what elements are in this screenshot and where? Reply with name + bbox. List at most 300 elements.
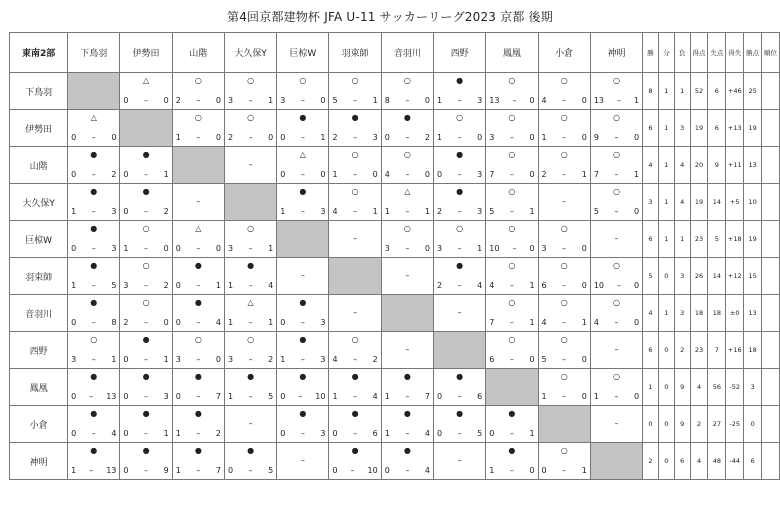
score-for: 2 bbox=[541, 170, 547, 179]
match-cell bbox=[590, 110, 642, 147]
table-row bbox=[10, 147, 780, 184]
stat-cell: 19 bbox=[744, 221, 762, 258]
match-score bbox=[280, 355, 325, 365]
score-against: 0 bbox=[633, 392, 640, 401]
match-cell bbox=[224, 221, 276, 258]
stat-cell: 4 bbox=[674, 184, 690, 221]
score-separator: – bbox=[562, 96, 567, 105]
stat-cell: -25 bbox=[726, 406, 744, 443]
table-row bbox=[10, 73, 780, 110]
score-against: 0 bbox=[581, 244, 587, 253]
stat-cell: 0 bbox=[658, 406, 674, 443]
score-separator: – bbox=[144, 392, 149, 401]
stat-cell bbox=[762, 443, 780, 480]
match-cell bbox=[68, 110, 120, 147]
score-for: 2 bbox=[332, 133, 338, 142]
result-mark: ● bbox=[194, 298, 202, 307]
stat-cell: 56 bbox=[708, 369, 726, 406]
unplayed-cell bbox=[434, 295, 486, 332]
stat-cell: 19 bbox=[690, 110, 708, 147]
match-score bbox=[332, 96, 377, 106]
score-separator: – bbox=[300, 355, 305, 364]
score-for: 0 bbox=[71, 318, 77, 327]
result-mark: ○ bbox=[560, 150, 568, 159]
score-for: 1 bbox=[227, 281, 234, 290]
match-cell bbox=[329, 184, 381, 221]
score-against: 0 bbox=[215, 244, 221, 253]
score-for: 4 bbox=[541, 318, 547, 327]
stat-cell: 19 bbox=[690, 184, 708, 221]
result-mark: ○ bbox=[508, 298, 516, 307]
score-for: 1 bbox=[175, 466, 181, 475]
match-cell bbox=[590, 258, 642, 295]
score-for: 3 bbox=[489, 133, 495, 142]
result-mark: ○ bbox=[247, 113, 255, 122]
column-header-team: 西野 bbox=[434, 33, 486, 73]
result-mark: ○ bbox=[612, 76, 620, 85]
score-against: 4 bbox=[424, 466, 430, 475]
result-mark: ○ bbox=[560, 372, 568, 381]
match-score bbox=[385, 207, 430, 217]
result-mark: ○ bbox=[508, 113, 516, 122]
stat-cell: 6 bbox=[708, 110, 726, 147]
score-for: 1 bbox=[227, 392, 234, 401]
score-separator: – bbox=[562, 244, 567, 253]
stat-cell: 4 bbox=[690, 443, 708, 480]
result-mark: ○ bbox=[612, 187, 620, 196]
match-cell bbox=[120, 443, 172, 480]
column-header-stat: 順位 bbox=[762, 33, 780, 73]
match-score bbox=[228, 281, 273, 291]
score-for: 4 bbox=[332, 207, 338, 216]
match-cell bbox=[590, 73, 642, 110]
unplayed-dash: – bbox=[405, 271, 410, 280]
match-score bbox=[542, 281, 587, 291]
score-for: 0 bbox=[489, 429, 495, 438]
match-cell bbox=[538, 443, 590, 480]
score-for: 0 bbox=[280, 170, 286, 179]
match-score bbox=[489, 96, 534, 106]
score-separator: – bbox=[509, 133, 514, 142]
result-mark: ○ bbox=[508, 335, 516, 344]
score-separator: – bbox=[89, 392, 94, 401]
match-cell bbox=[224, 258, 276, 295]
match-cell bbox=[486, 406, 538, 443]
score-against: 0 bbox=[163, 244, 169, 253]
column-header-stat: 分 bbox=[658, 33, 674, 73]
score-separator: – bbox=[248, 466, 253, 475]
match-cell bbox=[434, 406, 486, 443]
score-separator: – bbox=[457, 133, 462, 142]
score-against: 1 bbox=[529, 281, 535, 290]
match-score bbox=[71, 466, 116, 476]
score-separator: – bbox=[509, 207, 514, 216]
score-against: 0 bbox=[424, 244, 430, 253]
stat-cell: 1 bbox=[674, 221, 690, 258]
match-score bbox=[385, 244, 430, 254]
result-mark: ● bbox=[194, 372, 202, 381]
score-against: 10 bbox=[315, 392, 326, 401]
stat-cell: 4 bbox=[643, 147, 659, 184]
stat-cell: 3 bbox=[674, 258, 690, 295]
match-cell bbox=[486, 73, 538, 110]
unplayed-dash: – bbox=[248, 160, 253, 169]
stat-cell: 0 bbox=[658, 369, 674, 406]
self-match-cell bbox=[381, 295, 433, 332]
match-score bbox=[280, 392, 325, 402]
score-for: 0 bbox=[71, 170, 77, 179]
table-row bbox=[10, 295, 780, 332]
score-for: 0 bbox=[437, 429, 443, 438]
match-cell bbox=[120, 184, 172, 221]
score-for: 1 bbox=[71, 207, 77, 216]
match-cell bbox=[224, 443, 276, 480]
self-match-cell bbox=[224, 184, 276, 221]
score-for: 1 bbox=[437, 133, 443, 142]
score-for: 3 bbox=[227, 355, 234, 364]
score-against: 0 bbox=[529, 133, 535, 142]
score-separator: – bbox=[509, 429, 514, 438]
match-cell bbox=[381, 147, 433, 184]
score-for: 9 bbox=[593, 133, 599, 142]
result-mark: ○ bbox=[403, 76, 411, 85]
match-cell bbox=[120, 73, 172, 110]
match-score bbox=[123, 281, 168, 291]
score-separator: – bbox=[509, 170, 514, 179]
score-against: 0 bbox=[529, 466, 535, 475]
match-cell bbox=[68, 221, 120, 258]
score-for: 3 bbox=[384, 244, 390, 253]
score-against: 4 bbox=[372, 392, 378, 401]
result-mark: ● bbox=[403, 113, 411, 122]
score-against: 0 bbox=[633, 318, 640, 327]
score-against: 1 bbox=[424, 207, 430, 216]
score-for: 0 bbox=[437, 170, 443, 179]
match-score bbox=[123, 170, 168, 180]
score-separator: – bbox=[248, 392, 253, 401]
score-separator: – bbox=[512, 96, 517, 105]
match-score bbox=[594, 281, 639, 291]
match-cell bbox=[486, 147, 538, 184]
self-match-cell bbox=[538, 406, 590, 443]
unplayed-dash: – bbox=[405, 345, 410, 354]
result-mark: ○ bbox=[560, 298, 568, 307]
match-score bbox=[385, 133, 430, 143]
score-for: 10 bbox=[593, 281, 604, 290]
stat-cell: 15 bbox=[744, 258, 762, 295]
stat-cell: 4 bbox=[690, 369, 708, 406]
match-cell bbox=[224, 332, 276, 369]
match-score bbox=[123, 392, 168, 402]
result-mark: ● bbox=[456, 372, 464, 381]
score-separator: – bbox=[353, 170, 358, 179]
score-separator: – bbox=[405, 207, 410, 216]
match-score bbox=[280, 133, 325, 143]
unplayed-cell bbox=[277, 258, 329, 295]
match-cell bbox=[434, 184, 486, 221]
match-cell bbox=[486, 184, 538, 221]
stat-cell: 0 bbox=[658, 258, 674, 295]
result-mark: △ bbox=[142, 76, 150, 85]
result-mark: ● bbox=[194, 409, 202, 418]
self-match-cell bbox=[277, 221, 329, 258]
score-for: 1 bbox=[175, 429, 181, 438]
score-for: 1 bbox=[332, 392, 338, 401]
stat-cell: 14 bbox=[708, 258, 726, 295]
match-score bbox=[332, 392, 377, 402]
score-separator: – bbox=[248, 318, 253, 327]
score-for: 1 bbox=[332, 170, 338, 179]
match-score bbox=[489, 170, 534, 180]
match-cell bbox=[381, 73, 433, 110]
column-header-team: 羽束師 bbox=[329, 33, 381, 73]
stat-cell: +5 bbox=[726, 184, 744, 221]
match-score bbox=[71, 429, 116, 439]
result-mark: ● bbox=[403, 409, 411, 418]
result-mark: ● bbox=[403, 446, 411, 455]
stat-cell: 20 bbox=[690, 147, 708, 184]
result-mark: ○ bbox=[247, 224, 255, 233]
match-score bbox=[332, 170, 377, 180]
stat-cell: 19 bbox=[744, 110, 762, 147]
match-score bbox=[594, 392, 639, 402]
match-cell bbox=[172, 443, 224, 480]
score-separator: – bbox=[248, 133, 253, 142]
stat-cell bbox=[762, 369, 780, 406]
score-separator: – bbox=[91, 318, 96, 327]
score-separator: – bbox=[353, 392, 358, 401]
score-against: 0 bbox=[477, 133, 483, 142]
stat-cell: -52 bbox=[726, 369, 744, 406]
score-for: 7 bbox=[593, 170, 599, 179]
stat-cell bbox=[762, 295, 780, 332]
unplayed-cell bbox=[329, 221, 381, 258]
row-team-name: 鳳凰 bbox=[10, 369, 68, 406]
match-cell bbox=[68, 258, 120, 295]
stat-cell: 3 bbox=[674, 295, 690, 332]
score-against: 1 bbox=[477, 244, 483, 253]
match-cell bbox=[329, 443, 381, 480]
result-mark: ● bbox=[194, 261, 202, 270]
score-against: 4 bbox=[111, 429, 117, 438]
score-against: 3 bbox=[111, 207, 117, 216]
score-separator: – bbox=[196, 392, 201, 401]
match-cell bbox=[172, 369, 224, 406]
score-for: 4 bbox=[541, 96, 547, 105]
score-for: 2 bbox=[227, 133, 234, 142]
score-separator: – bbox=[196, 133, 201, 142]
match-cell bbox=[434, 73, 486, 110]
result-mark: △ bbox=[404, 187, 411, 196]
score-separator: – bbox=[562, 355, 567, 364]
score-for: 0 bbox=[123, 429, 129, 438]
score-against: 7 bbox=[215, 466, 221, 475]
score-against: 2 bbox=[372, 355, 378, 364]
match-score bbox=[71, 244, 116, 254]
score-for: 7 bbox=[489, 170, 495, 179]
unplayed-cell bbox=[172, 184, 224, 221]
score-separator: – bbox=[248, 355, 253, 364]
table-row bbox=[10, 184, 780, 221]
match-cell bbox=[172, 295, 224, 332]
result-mark: ● bbox=[247, 446, 255, 455]
match-cell bbox=[590, 369, 642, 406]
match-score bbox=[71, 355, 116, 365]
match-cell bbox=[381, 369, 433, 406]
match-score bbox=[489, 466, 534, 476]
group-label: 東南2部 bbox=[10, 33, 68, 73]
stat-cell bbox=[762, 332, 780, 369]
stat-cell: 5 bbox=[708, 221, 726, 258]
score-against: 1 bbox=[633, 170, 640, 179]
score-against: 3 bbox=[320, 207, 326, 216]
match-score bbox=[489, 281, 534, 291]
stat-cell: 0 bbox=[643, 406, 659, 443]
match-score bbox=[542, 96, 587, 106]
result-mark: ● bbox=[403, 372, 411, 381]
stat-cell: 23 bbox=[690, 221, 708, 258]
score-separator: – bbox=[353, 429, 358, 438]
match-cell bbox=[120, 406, 172, 443]
match-cell bbox=[68, 295, 120, 332]
unplayed-dash: – bbox=[196, 197, 201, 206]
table-row bbox=[10, 369, 780, 406]
score-separator: – bbox=[300, 170, 305, 179]
result-mark: ● bbox=[456, 76, 464, 85]
score-separator: – bbox=[405, 429, 410, 438]
match-score bbox=[437, 244, 482, 254]
score-for: 1 bbox=[175, 133, 181, 142]
match-cell bbox=[224, 369, 276, 406]
result-mark: ○ bbox=[612, 372, 620, 381]
result-mark: △ bbox=[247, 298, 254, 307]
result-mark: ○ bbox=[560, 261, 568, 270]
score-for: 1 bbox=[384, 392, 390, 401]
score-for: 3 bbox=[280, 96, 286, 105]
match-score bbox=[280, 429, 325, 439]
score-for: 3 bbox=[541, 244, 547, 253]
unplayed-cell bbox=[224, 147, 276, 184]
score-for: 1 bbox=[280, 207, 286, 216]
unplayed-cell bbox=[329, 295, 381, 332]
unplayed-cell bbox=[381, 258, 433, 295]
match-score bbox=[385, 170, 430, 180]
score-against: 0 bbox=[529, 170, 535, 179]
score-separator: – bbox=[196, 281, 201, 290]
score-against: 1 bbox=[581, 170, 587, 179]
stat-cell: 3 bbox=[674, 110, 690, 147]
result-mark: ● bbox=[351, 372, 359, 381]
stat-cell: 13 bbox=[744, 147, 762, 184]
stat-cell: 1 bbox=[658, 295, 674, 332]
score-against: 3 bbox=[320, 429, 326, 438]
match-score bbox=[489, 318, 534, 328]
score-for: 3 bbox=[123, 281, 129, 290]
score-for: 1 bbox=[489, 466, 495, 475]
stat-cell: 3 bbox=[643, 184, 659, 221]
score-separator: – bbox=[248, 244, 253, 253]
score-separator: – bbox=[144, 244, 149, 253]
result-mark: ○ bbox=[560, 446, 568, 455]
match-score bbox=[123, 244, 168, 254]
score-against: 1 bbox=[529, 318, 535, 327]
stat-cell: 6 bbox=[643, 110, 659, 147]
score-for: 1 bbox=[123, 244, 129, 253]
match-cell bbox=[329, 147, 381, 184]
match-score bbox=[542, 133, 587, 143]
stat-cell: 1 bbox=[658, 221, 674, 258]
table-row bbox=[10, 258, 780, 295]
match-score bbox=[542, 318, 587, 328]
score-separator: – bbox=[353, 355, 358, 364]
match-score bbox=[228, 392, 273, 402]
match-cell bbox=[68, 443, 120, 480]
match-score bbox=[332, 429, 377, 439]
column-header-team: 山階 bbox=[172, 33, 224, 73]
score-for: 0 bbox=[123, 392, 129, 401]
score-for: 3 bbox=[175, 355, 181, 364]
stat-cell: 27 bbox=[708, 406, 726, 443]
score-for: 4 bbox=[593, 318, 599, 327]
score-against: 4 bbox=[477, 281, 483, 290]
score-separator: – bbox=[457, 392, 462, 401]
row-team-name: 伊勢田 bbox=[10, 110, 68, 147]
stat-cell: 8 bbox=[643, 73, 659, 110]
score-against: 1 bbox=[268, 244, 274, 253]
match-score bbox=[176, 355, 221, 365]
column-header-team: 伊勢田 bbox=[120, 33, 172, 73]
score-against: 6 bbox=[372, 429, 378, 438]
match-score bbox=[228, 466, 273, 476]
score-against: 8 bbox=[111, 318, 117, 327]
unplayed-dash: – bbox=[300, 271, 305, 280]
score-for: 2 bbox=[175, 96, 181, 105]
result-mark: ● bbox=[142, 150, 150, 159]
score-for: 4 bbox=[384, 170, 390, 179]
result-mark: ● bbox=[299, 187, 307, 196]
match-score bbox=[228, 133, 273, 143]
stat-cell: +11 bbox=[726, 147, 744, 184]
score-separator: – bbox=[509, 355, 514, 364]
stat-cell: ±0 bbox=[726, 295, 744, 332]
column-header-stat: 失点 bbox=[708, 33, 726, 73]
score-for: 3 bbox=[437, 244, 443, 253]
match-cell bbox=[277, 184, 329, 221]
result-mark: ● bbox=[508, 409, 516, 418]
stat-cell: 2 bbox=[643, 443, 659, 480]
match-score bbox=[437, 429, 482, 439]
result-mark: △ bbox=[90, 113, 97, 122]
match-score bbox=[123, 466, 168, 476]
score-for: 0 bbox=[437, 392, 443, 401]
score-separator: – bbox=[614, 318, 619, 327]
stat-cell: 9 bbox=[674, 369, 690, 406]
score-for: 0 bbox=[123, 355, 129, 364]
result-mark: ● bbox=[351, 409, 359, 418]
stat-cell: 1 bbox=[658, 184, 674, 221]
table-row bbox=[10, 332, 780, 369]
result-mark: ● bbox=[299, 335, 307, 344]
score-separator: – bbox=[196, 318, 201, 327]
column-header-team: 神明 bbox=[590, 33, 642, 73]
match-cell bbox=[277, 406, 329, 443]
unplayed-cell bbox=[277, 443, 329, 480]
score-against: 13 bbox=[106, 392, 117, 401]
match-score bbox=[489, 244, 534, 254]
match-score bbox=[176, 244, 221, 254]
match-cell bbox=[68, 184, 120, 221]
score-separator: – bbox=[614, 133, 619, 142]
